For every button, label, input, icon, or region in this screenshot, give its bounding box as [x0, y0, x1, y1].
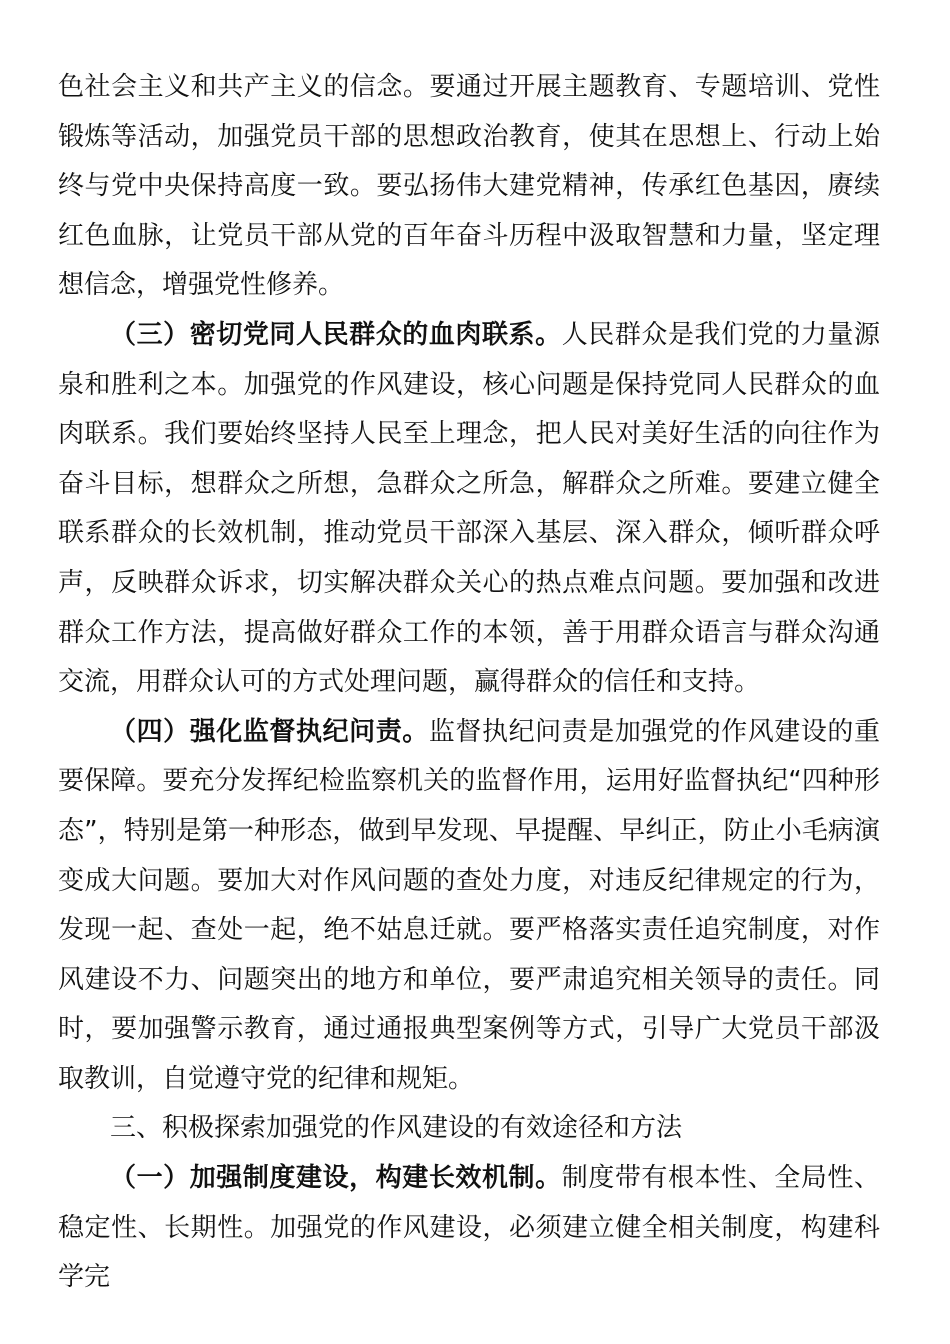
paragraph-lead-heading: （三）密切党同人民群众的血肉联系。 — [110, 319, 562, 350]
section-heading — [58, 1104, 880, 1154]
paragraph-section-4 — [58, 708, 880, 1105]
paragraph-section-3 — [58, 311, 880, 708]
paragraph-lead-heading: （一）加强制度建设，构建长效机制。 — [110, 1163, 562, 1194]
section-heading-text: 三、积极探索加强党的作风建设的有效途径和方法 — [110, 1113, 683, 1144]
paragraph-subsection-1 — [58, 1154, 880, 1303]
paragraph-text: 人民群众是我们党的力量源泉和胜利之本。加强党的作风建设，核心问题是保持党同人民群众的血肉联系。我们要始终坚持人民至上理念，把人民对美好生活的向往作为奋斗目标，想群众之所想，急群众之所急，解群众之所难。要建立健全联系群众的长效机制，推动党员干部深入基层、深入群众，倾听群众呼声，反映群众诉求，切实解决群众关心的热点难点问题。要加强和改进群众工作方法，提高做好群众工作的本领，善于用群众语言与群众沟通交流，用群众认可的方式处理问题，赢得群众的信任和支持。 — [58, 319, 880, 698]
paragraph-continuation — [58, 63, 880, 311]
paragraph-lead-heading: （四）强化监督执纪问责。 — [110, 716, 429, 747]
paragraph-text: 制度带有根本性、全局性、稳定性、长期性。加强党的作风建设，必须建立健全相关制度，构建科学完 — [58, 1163, 880, 1293]
paragraph-text: 监督执纪问责是加强党的作风建设的重要保障。要充分发挥纪检监察机关的监督作用，运用好监督执纪“四种形态”，特别是第一种形态，做到早发现、早提醒、早纠正，防止小毛病演变成大问题。要加大对作风问题的查处力度，对违反纪律规定的行为，发现一起、查处一起，绝不姑息迁就。要严格落实责任追究制度，对作风建设不力、问题突出的地方和单位，要严肃追究相关领导的责任。同时，要加强警示教育，通过通报典型案例等方式，引导广大党员干部汲取教训，自觉遵守党的纪律和规矩。 — [58, 716, 880, 1094]
document-body — [58, 63, 880, 1303]
paragraph-text: 色社会主义和共产主义的信念。要通过开展主题教育、专题培训、党性锻炼等活动，加强党员干部的思想政治教育，使其在思想上、行动上始终与党中央保持高度一致。要弘扬伟大建党精神，传承红色基因，赓续红色血脉，让党员干部从党的百年奋斗历程中汲取智慧和力量，坚定理想信念，增强党性修养。 — [58, 72, 880, 301]
